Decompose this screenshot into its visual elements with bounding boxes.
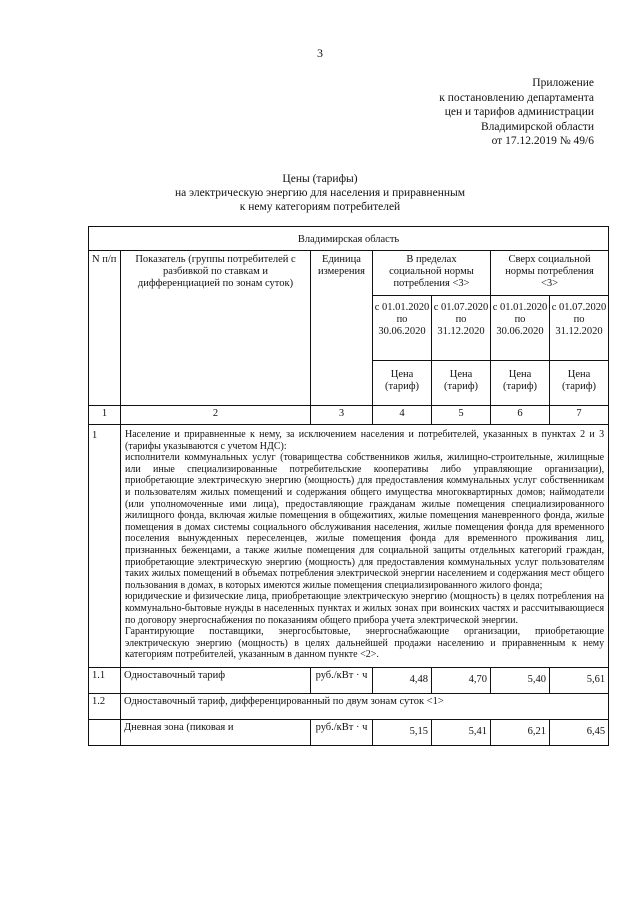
price-label: Цена (тариф) xyxy=(491,361,550,406)
price-cell: 6,45 xyxy=(550,719,609,745)
row-name: Одноставочный тариф, дифференцированный по двум зонам суток <1> xyxy=(121,693,609,719)
header-num: N п/п xyxy=(89,251,121,406)
row-num: 1.2 xyxy=(89,693,121,719)
appendix-line: цен и тарифов администрации xyxy=(444,106,594,118)
appendix-line: от 17.12.2019 № 49/6 xyxy=(491,135,594,147)
tariff-table xyxy=(88,226,609,746)
period-cell: с 01.01.2020 по 30.06.2020 xyxy=(491,296,550,361)
document-title xyxy=(0,172,640,214)
appendix-block xyxy=(439,76,594,149)
title-line: Цены (тарифы) xyxy=(282,173,358,185)
col-number: 5 xyxy=(432,406,491,425)
row-num: 1.1 xyxy=(89,667,121,693)
region-row xyxy=(89,227,609,251)
price-cell: 5,40 xyxy=(491,667,550,693)
region-cell: Владимирская область xyxy=(89,227,609,251)
price-cell: 5,15 xyxy=(373,719,432,745)
row-name: Одноставочный тариф xyxy=(121,667,311,693)
col-number: 4 xyxy=(373,406,432,425)
group-1-paragraph: Гарантирующие поставщики, энергосбытовые, энергоснабжающие организации, приобретающие электрическую энергию (мощность) в целях дальнейшей продажи населению и приравненным к нему категориям потребителей, указанным в данном пункте <2>. xyxy=(125,626,605,661)
group-1-paragraph: юридические и физические лица, приобретающие электрическую энергию (мощность) в целях потребления на коммунально-бытовые нужды в населенных пунктах и жилых зонах при воинских частях и рассчитывающиеся по договору энергоснабжения по показаниям общего прибора учета электрической энергии. xyxy=(125,591,605,626)
header-row xyxy=(89,251,609,296)
table-row xyxy=(89,719,609,745)
col-number: 3 xyxy=(311,406,373,425)
header-above-norm: Сверх социальной нормы потребления <3> xyxy=(491,251,609,296)
row-name: Дневная зона (пиковая и xyxy=(121,719,311,745)
col-number: 2 xyxy=(121,406,311,425)
price-cell: 4,70 xyxy=(432,667,491,693)
column-number-row xyxy=(89,406,609,425)
price-label: Цена (тариф) xyxy=(373,361,432,406)
appendix-line: к постановлению департамента xyxy=(439,91,594,104)
group-1-description xyxy=(121,425,609,668)
row-unit: руб./кВт · ч xyxy=(311,667,373,693)
price-cell: 6,21 xyxy=(491,719,550,745)
group-1-row xyxy=(89,425,609,668)
group-1-paragraph: Население и приравненные к нему, за исключением населения и потребителей, указанных в пунктах 2 и 3 (тарифы указываются с учетом НДС): xyxy=(125,429,605,452)
price-cell: 5,41 xyxy=(432,719,491,745)
period-cell: с 01.07.2020 по 31.12.2020 xyxy=(432,296,491,361)
price-cell: 5,61 xyxy=(550,667,609,693)
appendix-line: Приложение xyxy=(532,77,594,89)
col-number: 1 xyxy=(89,406,121,425)
group-1-paragraph: исполнители коммунальных услуг (товарищества собственников жилья, жилищно-строительные, жилищные или иные специализированные потребительские кооперативы либо управляющие организации), приобретающие электрическую энергию (мощность) для предоставления коммунальных услуг собственникам и пользователям жилых помещений и содержания общего имущества многоквартирных домов; наймодатели (или уполномоченные ими лица), предоставляющие гражданам жилые помещения специализированного жилищного фонда, включая жилые помещения в общежитиях, жилые помещения маневренного фонда, жилые помещения в домах системы социального обслуживания населения, жилые помещения фонда для временного поселения вынужденных переселенцев, жилые помещения фонда для временного проживания лиц, признанных беженцами, а также жилые помещения для социальной защиты отдельных категорий граждан, приобретающие электрическую энергию (мощность) для предоставления коммунальных услуг пользователям таких жилых помещений в объемах потребления электрической энергии населением и содержания мест общего пользования в домах, в которых имеются жилые помещения специализированного жилого фонда; xyxy=(125,452,605,591)
title-line: на электрическую энергию для населения и приравненным xyxy=(174,187,466,199)
table-row xyxy=(89,693,609,719)
header-unit: Единица измерения xyxy=(311,251,373,406)
price-label: Цена (тариф) xyxy=(550,361,609,406)
appendix-line: Владимирской области xyxy=(480,120,594,133)
col-number: 7 xyxy=(550,406,609,425)
period-cell: с 01.01.2020 по 30.06.2020 xyxy=(373,296,432,361)
page-number: 3 xyxy=(317,46,323,60)
price-label: Цена (тариф) xyxy=(432,361,491,406)
group-1-num: 1 xyxy=(89,425,121,668)
col-number: 6 xyxy=(491,406,550,425)
title-line: к нему категориям потребителей xyxy=(239,201,401,213)
price-cell: 4,48 xyxy=(373,667,432,693)
table-row xyxy=(89,667,609,693)
row-num xyxy=(89,719,121,745)
row-unit: руб./кВт · ч xyxy=(311,719,373,745)
header-indicator: Показатель (группы потребителей с разбивкой по ставкам и дифференциацией по зонам суток) xyxy=(121,251,311,406)
period-cell: с 01.07.2020 по 31.12.2020 xyxy=(550,296,609,361)
header-within-norm: В пределах социальной нормы потребления <3> xyxy=(373,251,491,296)
